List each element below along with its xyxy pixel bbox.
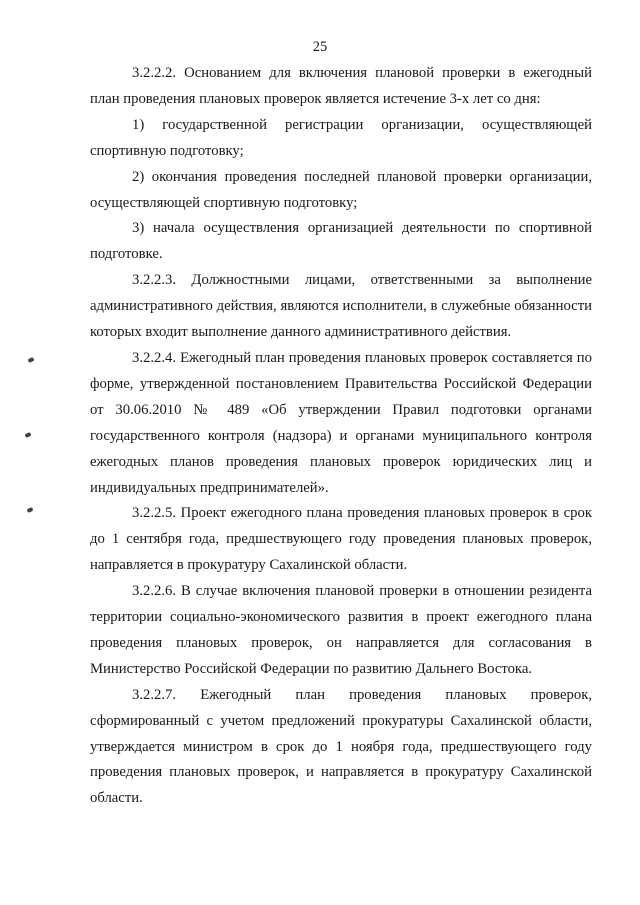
document-body (90, 61, 592, 812)
paragraph-3-2-2-6: 3.2.2.6. В случае включения плановой проверки в отношении резидента территории социально-экономического развития в проект ежегодного плана проведения плановых проверок, он направляется для согласования в Министерство Российской Федерации по развитию Дальнего Востока. (90, 583, 592, 677)
paragraph-list-item-2: 2) окончания проведения последней плановой проверки организации, осуществляющей спортивную подготовку; (90, 168, 592, 211)
page-number: 25 (312, 39, 328, 55)
paragraph-3-2-2-5: 3.2.2.5. Проект ежегодного плана проведения плановых проверок в срок до 1 сентября года, предшествующего году проведения плановых проверок, направляется в прокуратуру Сахалинской области. (90, 505, 592, 574)
paragraph-list-item-1: 1) государственной регистрации организации, осуществляющей спортивную подготовку; (90, 116, 592, 159)
paragraph-3-2-2-2: 3.2.2.2. Основанием для включения плановой проверки в ежегодный план проведения плановых проверок является истечение 3-х лет со дня: (90, 65, 592, 107)
paragraph-3-2-2-4: 3.2.2.4. Ежегодный план проведения плановых проверок составляется по форме, утвержденной постановлением Правительства Российской Федерации от 30.06.2010 № 489 «Об утверждении Правил подготовки органами государственного контроля (надзора) и органами муниципального контроля ежегодных планов проведения плановых проверок юридических лиц и индивидуальных предпринимателей». (90, 349, 592, 496)
scan-mark (26, 507, 33, 513)
paragraph-list-item-3: 3) начала осуществления организацией деятельности по спортивной подготовке. (90, 220, 592, 263)
scan-mark (24, 432, 31, 438)
paragraph-3-2-2-7: 3.2.2.7. Ежегодный план проведения плановых проверок, сформированный с учетом предложений прокуратуры Сахалинской области, утверждается министром в срок до 1 ноября года, предшествующего году проведения плановых проверок, и направляется в прокуратуру Сахалинской области. (90, 686, 592, 807)
paragraph-3-2-2-3: 3.2.2.3. Должностными лицами, ответственными за выполнение административного действия, являются исполнители, в служебные обязанности которых входит выполнение данного административного действия. (90, 272, 592, 341)
scan-mark (27, 357, 34, 363)
